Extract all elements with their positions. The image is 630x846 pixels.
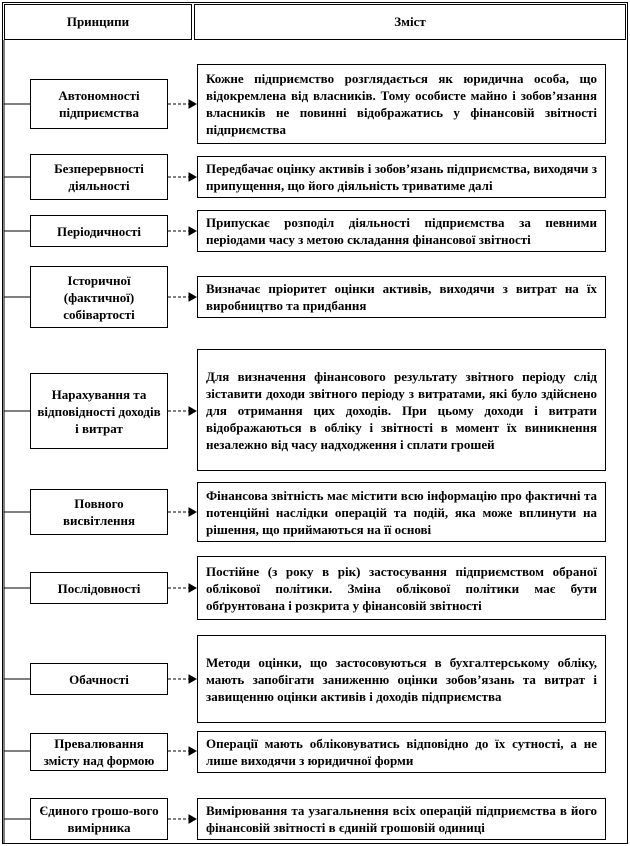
principle-box-10: Єдиного грошо-вого вимірника xyxy=(30,798,168,840)
header-content: Зміст xyxy=(394,14,426,29)
principle-box-3: Періодичності xyxy=(30,215,168,247)
principle-box-2: Безперервності діяльності xyxy=(30,154,168,200)
principle-box-1: Автономності підприємства xyxy=(30,79,168,129)
content-box-10: Вимірювання та узагальнення всіх операцій підприємства в його фінансовій звітності в єдиній грошовій одиниці xyxy=(197,798,606,840)
header-principles: Принципи xyxy=(66,14,130,29)
content-box-7: Постійне (з року в рік) застосування підприємством обраної облікової політики. Зміна облікової політики має бути обґрунтована і розкрита у фінансовій звітності xyxy=(197,556,606,620)
principle-box-4: Історичної (фактичної) собівартості xyxy=(30,266,168,328)
principle-box-5: Нарахування та відповідності доходів і витрат xyxy=(30,373,168,449)
content-box-4: Визначає пріоритет оцінки активів, виходячи з витрат на їх виробництво та придбання xyxy=(197,276,606,318)
content-box-1: Кожне підприємство розглядається як юридична особа, що відокремлена від власників. Тому особисте майно і зобов’язання власників не повинні відображатись у фінансовій звітності підприємства xyxy=(197,64,606,144)
content-box-5: Для визначення фінансового результату звітного періоду слід зіставити доходи звітного періоду з витратами, які було здійснено для отримання цих доходів. При цьому доходи і витрати відображаються в обліку і звітності в момент їх виникнення незалежно від часу надходження і сплати грошей xyxy=(197,349,606,471)
principle-box-8: Обачності xyxy=(30,663,168,695)
arrows xyxy=(168,100,196,823)
principle-box-7: Послідовності xyxy=(30,572,168,604)
content-box-6: Фінансова звітність має містити всю інформацію про фактичні та потенційні наслідки операцій та подій, яка може вплинути на рішення, що приймаються на її основі xyxy=(197,482,606,542)
content-box-8: Методи оцінки, що застосовуються в бухгалтерському обліку, мають запобігати заниженню оцінки зобов’язань та витрат і завищенню оцінки активів і доходів підприємства xyxy=(197,635,606,723)
bracket-ticks xyxy=(4,104,30,819)
principle-box-9: Превалювання змісту над формою xyxy=(30,733,168,771)
content-box-3: Припускає розподіл діяльності підприємства за певними періодами часу з метою складання фінансової звітності xyxy=(197,210,606,252)
content-box-2: Передбачає оцінку активів і зобов’язань підприємства, виходячи з припущення, що його діяльність триватиме далі xyxy=(197,156,606,198)
principle-box-6: Повного висвітлення xyxy=(30,489,168,535)
content-box-9: Операції мають обліковуватись відповідно до їх сутності, а не лише виходячи з юридичної форми xyxy=(197,731,606,773)
